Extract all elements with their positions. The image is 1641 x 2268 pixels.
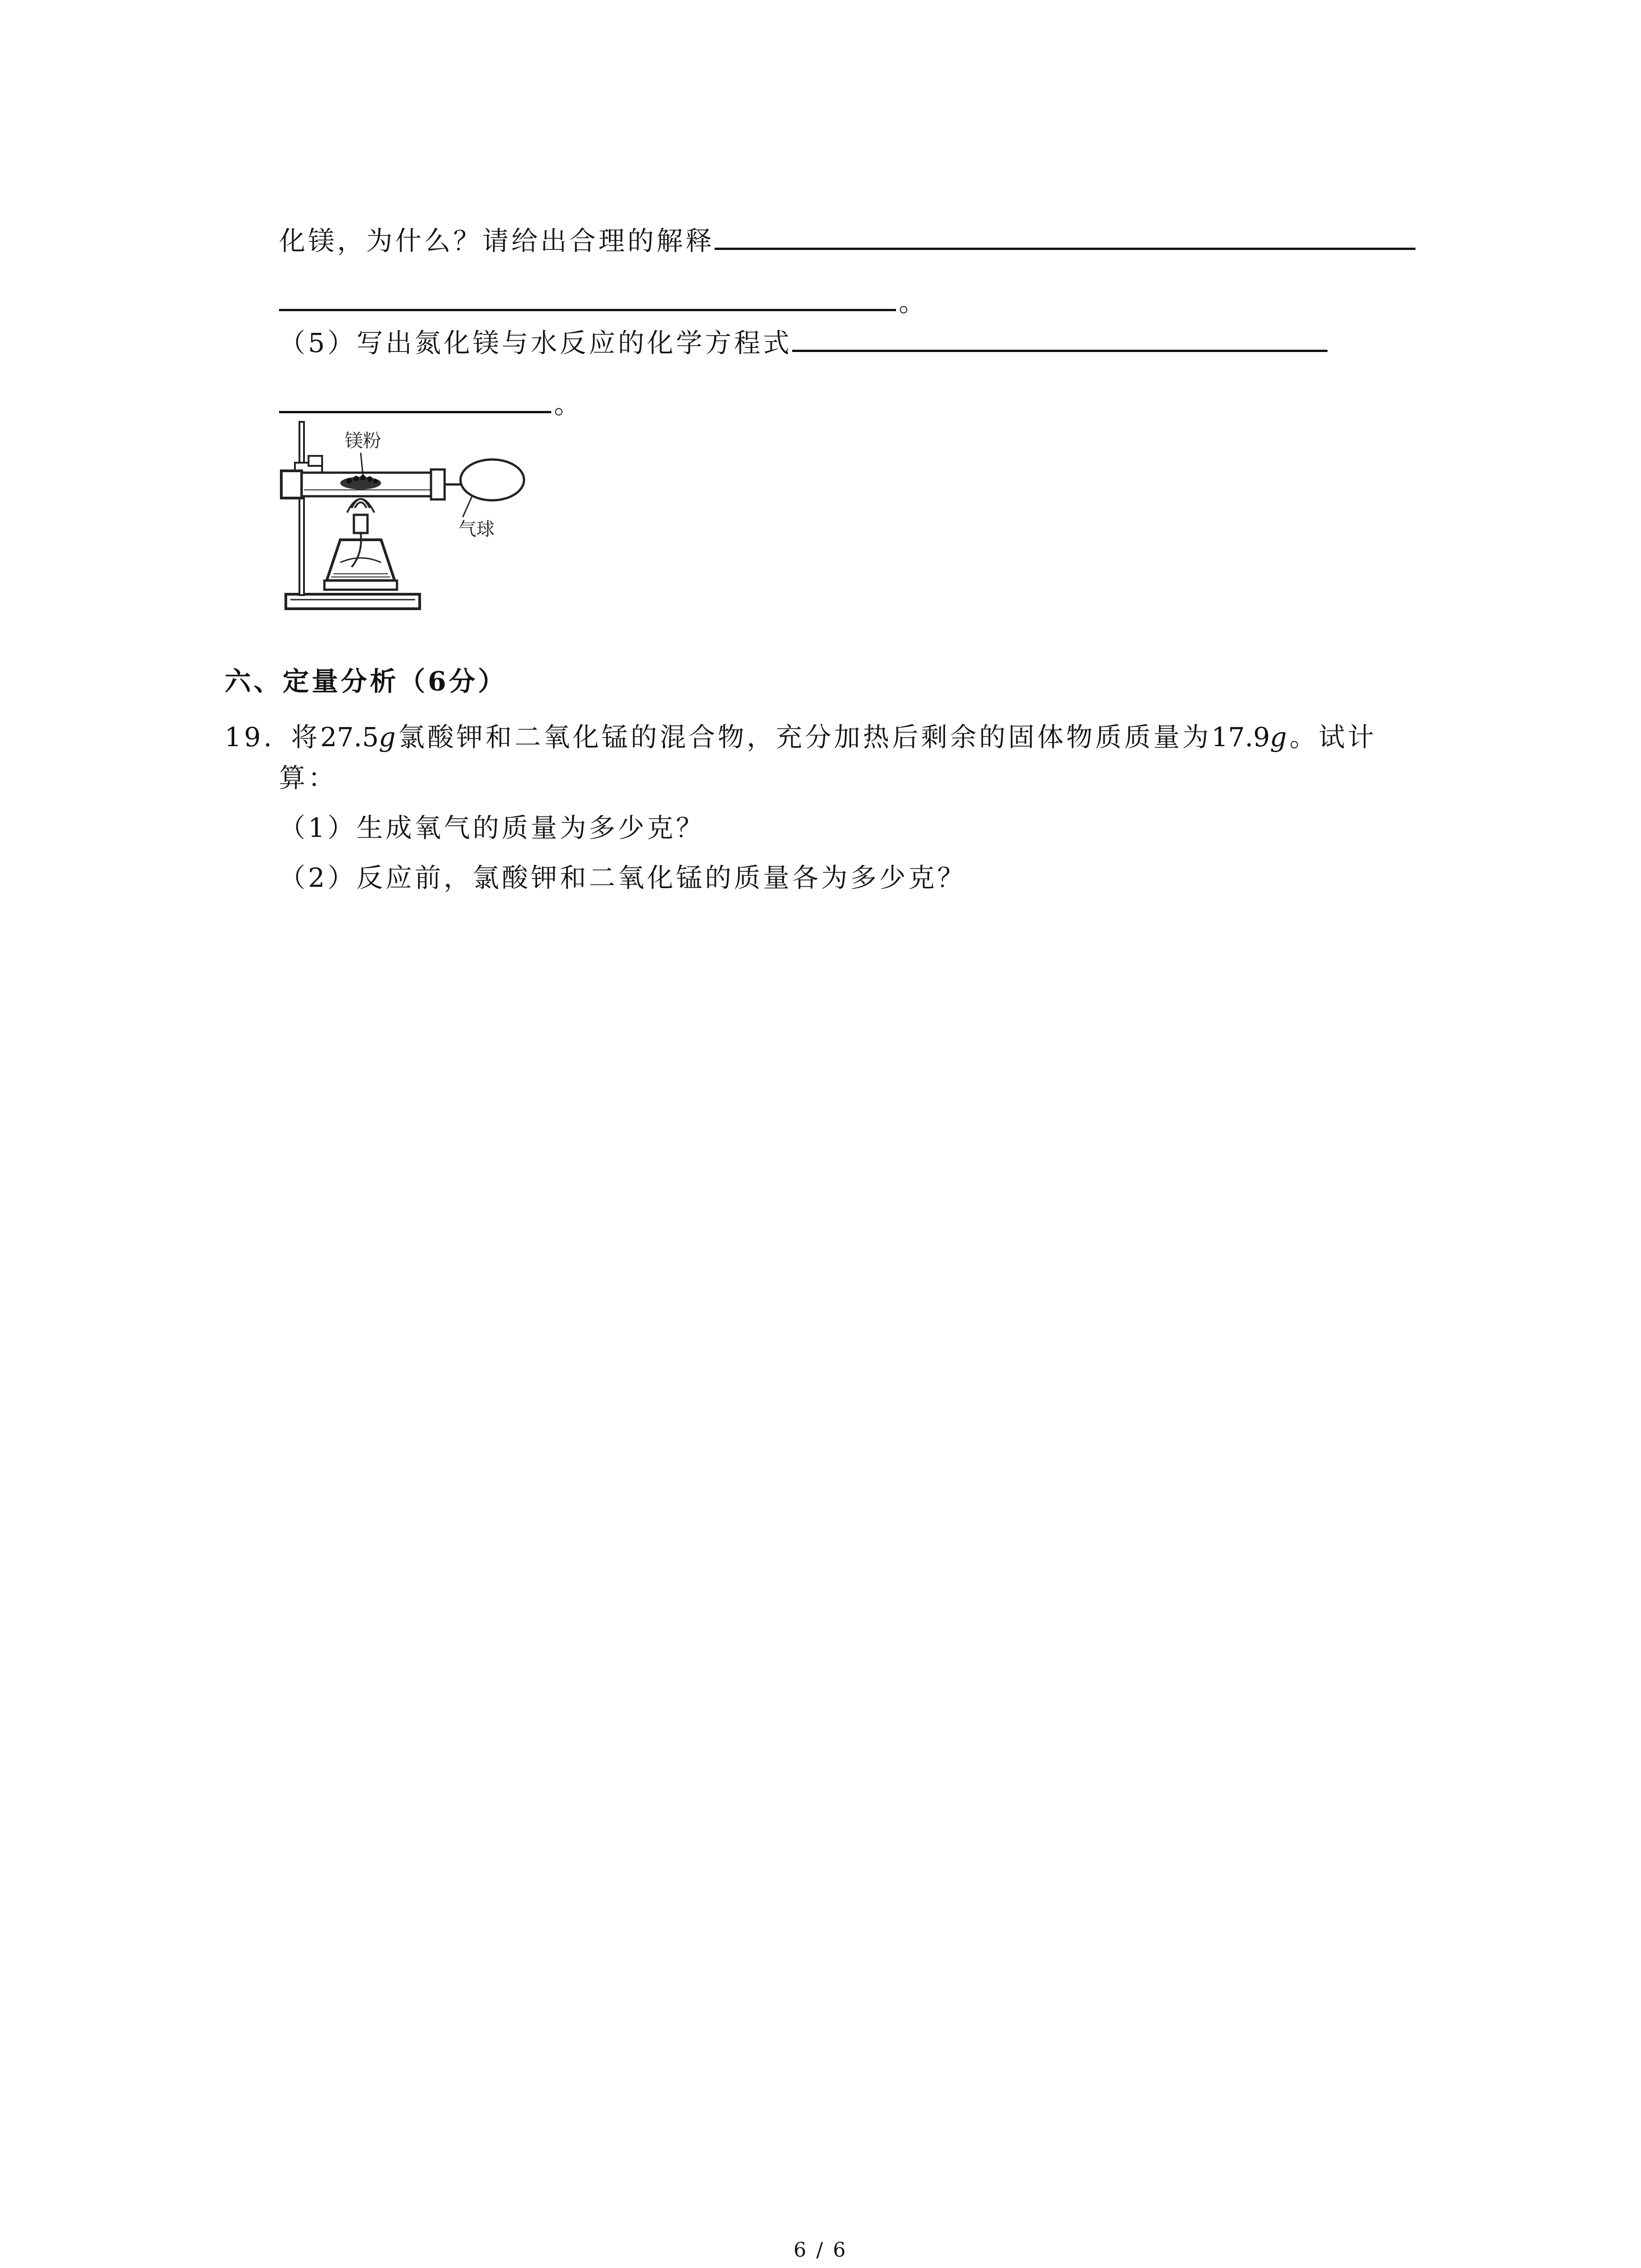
q19-mass2: 17.9 — [1211, 722, 1270, 753]
q19-sub1: （1）生成氧气的质量为多少克？ — [279, 812, 705, 843]
q5-line — [279, 324, 1327, 361]
q5-line-2 — [279, 386, 583, 422]
stand-base — [286, 594, 420, 609]
q4-answer-blank-2[interactable] — [279, 284, 896, 311]
q19-text-a: 将 — [291, 722, 320, 753]
right-connector — [431, 469, 445, 499]
left-stopper — [281, 471, 302, 498]
stand-rod — [299, 422, 304, 595]
q4-continuation-text: 化镁，为什么？请给出合理的解释 — [279, 225, 715, 256]
balloon — [460, 459, 524, 500]
q19-unit-1: g — [378, 722, 398, 753]
q5-text: （5）写出氮化镁与水反应的化学方程式 — [279, 327, 792, 358]
flame — [347, 499, 374, 513]
apparatus-figure — [272, 417, 563, 617]
q5-period: 。 — [554, 389, 583, 420]
section6-title: 六、定量分析（6分） — [225, 666, 507, 697]
burner-neck — [354, 515, 367, 533]
q19-text-c: 。试计 — [1289, 722, 1377, 753]
label-magnesium-powder: 镁粉 — [345, 430, 381, 451]
q5-answer-blank-2[interactable] — [279, 386, 551, 413]
q19-text-b: 氯酸钾和二氧化锰的混合物，充分加热后剩余的固体物质质量为 — [398, 722, 1211, 753]
q19-sub2: （2）反应前，氯酸钾和二氧化锰的质量各为多少克？ — [279, 862, 966, 893]
q4-continuation-line — [279, 222, 1416, 259]
q19-line-1 — [225, 719, 1376, 755]
q19-line-2: 算： — [279, 763, 338, 793]
q5-answer-blank-1[interactable] — [792, 324, 1327, 352]
q19-mass1: 27.5 — [320, 722, 379, 753]
q4-continuation-line-2 — [279, 284, 928, 320]
q4-answer-blank-1[interactable] — [715, 222, 1416, 250]
page-number: 6 / 6 — [794, 2239, 847, 2262]
label-balloon: 气球 — [458, 519, 495, 540]
q19-unit-2: g — [1270, 722, 1290, 753]
q4-period: 。 — [899, 287, 928, 318]
q19-number: 19. — [225, 722, 275, 753]
